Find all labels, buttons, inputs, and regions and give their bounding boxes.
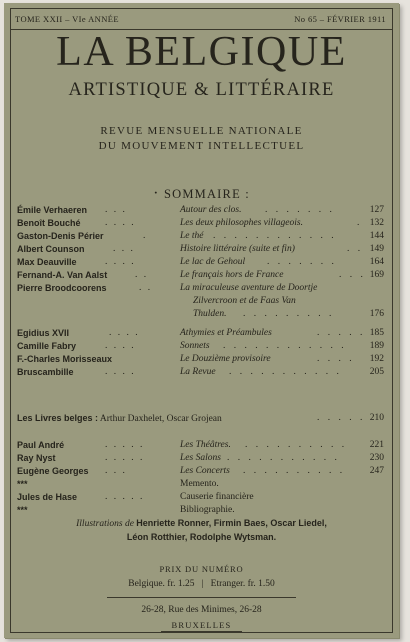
contents-page: 189 xyxy=(369,341,384,351)
contents-row xyxy=(17,204,384,216)
contents-author: Pierre Broodcoorens xyxy=(17,283,107,293)
sommaire-heading: · SOMMAIRE : xyxy=(153,185,250,202)
masthead-title: LA BELGIQUE xyxy=(56,29,347,75)
price-heading: PRIX DU NUMÉRO xyxy=(159,564,244,574)
leader-dots: . . . xyxy=(105,466,127,476)
leader-dots: . . . . . xyxy=(105,453,145,463)
livres-belges-row xyxy=(17,413,384,424)
contents-title: Les Concerts xyxy=(180,466,230,476)
leader-dots: . . . xyxy=(113,244,135,254)
contents-author: *** xyxy=(17,479,28,489)
livres-page: 210 xyxy=(369,413,384,423)
contents-title: Sonnets xyxy=(180,341,210,351)
leader-dots: . . . . . xyxy=(105,492,145,502)
tome-label: TOME XXII – VIe ANNÉE xyxy=(15,14,119,24)
header-bar xyxy=(11,9,392,30)
contents-author: Eugène Georges xyxy=(17,466,89,476)
contents-title: Le Douzième provisoire xyxy=(180,354,271,364)
contents-row xyxy=(17,353,384,365)
contents-row xyxy=(17,439,384,451)
contents-row xyxy=(17,243,384,255)
livres-names: Arthur Daxhelet, Oscar Grojean xyxy=(99,414,222,424)
contents-page: 127 xyxy=(369,205,384,215)
masthead-line-2: DU MOUVEMENT INTELLECTUEL xyxy=(98,140,305,152)
contents-author: Egidius XVII xyxy=(17,328,70,338)
leader-dots: . . . . . xyxy=(317,413,366,423)
cover-frame xyxy=(10,8,393,633)
contents-row xyxy=(17,217,384,229)
contents-page: 247 xyxy=(369,466,384,476)
contents-author: F.-Charles Morisseaux xyxy=(17,354,113,364)
leader-dots: . . . . . . . . . . . xyxy=(227,453,340,463)
contents-author: Fernand-A. Van Aalst xyxy=(17,270,108,280)
contents-title: La Revue xyxy=(180,367,216,377)
livres-label: Les Livres belges : xyxy=(17,413,99,423)
leader-dots: . . . . xyxy=(105,257,136,267)
contents-title: Le français hors de France xyxy=(180,270,284,280)
contents-page: 144 xyxy=(369,231,384,241)
contents-page: 132 xyxy=(369,218,384,228)
contents-author: *** xyxy=(17,505,28,515)
contents-title: Causerie financière xyxy=(180,492,254,502)
contents-title-line: La miraculeuse aventure de Doortje xyxy=(180,283,318,293)
contents-page: 149 xyxy=(369,244,384,254)
leader-dots: . . . . xyxy=(109,328,140,338)
leader-dots: . . . . . . . . . . xyxy=(245,440,348,450)
contents-author: Camille Fabry xyxy=(17,341,77,351)
contents-author: Benoît Bouché xyxy=(17,218,81,228)
contents-row xyxy=(17,269,384,281)
leader-dots: . . . . . . . xyxy=(265,205,335,215)
contents-author: Max Deauville xyxy=(17,257,77,267)
masthead-subtitle: ARTISTIQUE & LITTÉRAIRE xyxy=(68,80,335,100)
leader-dots: . . . . xyxy=(105,341,136,351)
contents-page: 169 xyxy=(369,270,384,280)
contents-title: Le lac de Gehoul xyxy=(180,257,246,267)
masthead-line-1: REVUE MENSUELLE NATIONALE xyxy=(100,125,303,137)
contents-page: 164 xyxy=(369,257,384,267)
contents-title-line: Zilvercroon et de Faas Van xyxy=(193,296,296,306)
sommaire-label: SOMMAIRE : xyxy=(163,187,250,201)
leader-dots: . . . . . . . . . . . . xyxy=(213,231,337,241)
leader-dots: . . . . . xyxy=(105,440,145,450)
contents-title-line: Thulden. xyxy=(193,309,227,319)
contents-row xyxy=(17,465,384,477)
divider-line xyxy=(107,597,296,598)
contents-row xyxy=(17,230,384,242)
contents-page: 176 xyxy=(369,309,384,319)
leader-dots: . . . xyxy=(339,270,366,280)
contents-row xyxy=(17,478,384,490)
contents-row xyxy=(17,491,384,503)
leader-dots: . . . . . . . . . . . . xyxy=(223,341,347,351)
contents-title: Le thé xyxy=(180,231,204,241)
contents-page: 192 xyxy=(369,354,384,364)
contents-row xyxy=(17,340,384,352)
contents-row xyxy=(17,504,384,516)
leader-dots: . xyxy=(357,218,363,228)
contents-page: 185 xyxy=(369,328,384,338)
contents-author: Albert Counson xyxy=(17,244,85,254)
price-row: Belgique. fr. 1.25 | Etranger. fr. 1.50 xyxy=(128,579,275,589)
price-etranger: Etranger. fr. 1.50 xyxy=(210,579,275,589)
contents-title: Histoire littéraire (suite et fin) xyxy=(180,244,295,254)
contents-row xyxy=(17,327,384,339)
publisher-address: 26-28, Rue des Minimes, 26-28 xyxy=(141,605,262,615)
leader-dots: . . . . . . . xyxy=(267,257,337,267)
leader-dots: . . . . . . . . . xyxy=(243,309,335,319)
leader-dots: . . . xyxy=(105,205,127,215)
contents-row xyxy=(17,282,384,322)
contents-row xyxy=(17,256,384,268)
illustrators-line-1: Henriette Ronner, Firmin Baes, Oscar Liedel, xyxy=(136,518,327,528)
contents-title: Memento. xyxy=(180,479,219,489)
price-belgique: Belgique. fr. 1.25 xyxy=(128,579,195,589)
issue-label: No 65 – FÉVRIER 1911 xyxy=(294,14,386,24)
contents-row xyxy=(17,366,384,378)
contents-title: Autour des clos. xyxy=(180,205,242,215)
leader-dots: . . xyxy=(135,270,149,280)
contents-author: Ray Nyst xyxy=(17,453,56,463)
divider-line xyxy=(161,631,242,632)
contents-title: Les deux philosophes villageois. xyxy=(180,218,303,228)
leader-dots: . . . . . . . . . . xyxy=(243,466,346,476)
leader-dots: . . xyxy=(139,283,153,293)
contents-title: Bibliographie. xyxy=(180,505,235,515)
magazine-cover xyxy=(4,3,399,638)
illustrators-line-2: Léon Rotthier, Rodolphe Wytsman. xyxy=(126,532,277,542)
leader-dots: . . . . . xyxy=(317,328,366,338)
contents-author: Émile Verhaeren xyxy=(17,205,88,215)
contents-page: 230 xyxy=(369,453,384,463)
contents-title: Athymies et Préambules xyxy=(180,328,272,338)
leader-dots: . . xyxy=(347,244,364,254)
contents-author: Bruscambille xyxy=(17,367,74,377)
leader-dots: . . . . xyxy=(105,367,136,377)
leader-dots: . . . . . . . . . . . xyxy=(229,367,342,377)
leader-dots: . . . . xyxy=(317,354,355,364)
contents-author: Paul André xyxy=(17,440,65,450)
contents-author: Jules de Hase xyxy=(17,492,78,502)
leader-dots: . . . . xyxy=(105,218,136,228)
leader-dots: . xyxy=(143,231,148,241)
contents-author: Gaston-Denis Périer xyxy=(17,231,104,241)
illustrations-label: Illustrations de xyxy=(76,519,134,529)
contents-page: 205 xyxy=(369,367,384,377)
contents-row xyxy=(17,452,384,464)
contents-title: Les Théâtres. xyxy=(180,440,231,450)
illustrations-credit xyxy=(11,517,392,545)
contents-page: 221 xyxy=(369,440,384,450)
publisher-city: BRUXELLES xyxy=(171,620,232,630)
contents-title: Les Salons xyxy=(180,453,221,463)
